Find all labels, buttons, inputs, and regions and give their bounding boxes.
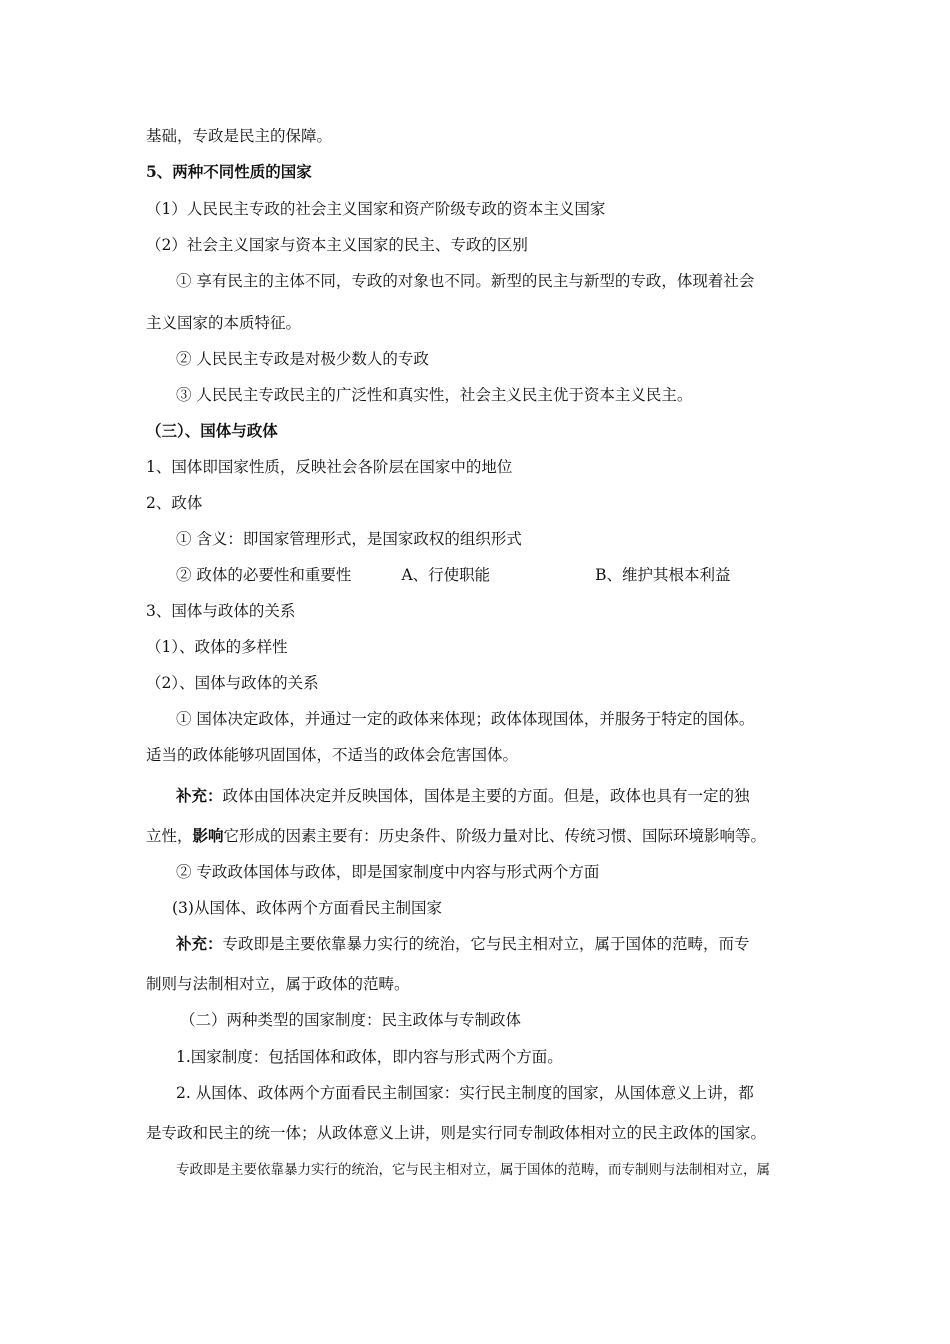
text-line: ① 享有民主的主体不同，专政的对象也不同。新型的民主与新型的专政，体现着社会 [176, 272, 755, 290]
section-heading: 5、两种不同性质的国家 [146, 162, 312, 181]
text-line: 制则与法制相对立，属于政体的范畴。 [146, 975, 410, 993]
text-segment: ② 政体的必要性和重要性 [176, 566, 352, 584]
text-line: （1）人民民主专政的社会主义国家和资产阶级专政的资本主义国家 [146, 200, 606, 218]
bold-label: 补充： [176, 934, 223, 953]
text-line: ② 人民民主专政是对极少数人的专政 [176, 350, 429, 368]
text-line: （2）社会主义国家与资本主义国家的民主、专政的区别 [146, 236, 528, 254]
bold-label: 补充： [176, 786, 223, 805]
text-line: 适当的政体能够巩固国体，不适当的政体会危害国体。 [146, 746, 519, 764]
text-segment: 政体由国体决定并反映国体，国体是主要的方面。但是，政体也具有一定的独 [222, 787, 750, 805]
text-segment: A、行使职能 [401, 566, 491, 584]
text-line: 专政即是主要依靠暴力实行的统治，它与民主相对立，属于国体的范畴，而专制则与法制相对立，属 [176, 1162, 770, 1178]
text-line [0, 826, 950, 846]
text-line: （2）、国体与政体的关系 [146, 674, 319, 692]
text-line: （二）两种类型的国家制度：民主政体与专制政体 [180, 1011, 522, 1029]
text-line [0, 934, 950, 954]
text-line: 主义国家的本质特征。 [146, 314, 302, 332]
text-line [0, 786, 950, 806]
text-line [0, 565, 950, 585]
text-line: 1.国家制度：包括国体和政体，即内容与形式两个方面。 [176, 1048, 563, 1066]
text-line: （1）、政体的多样性 [146, 638, 288, 656]
text-segment: 立性， [146, 827, 193, 845]
section-heading: （三）、国体与政体 [146, 421, 278, 440]
text-line: ③ 人民民主专政民主的广泛性和真实性，社会主义民主优于资本主义民主。 [176, 386, 693, 404]
text-line: ① 含义：即国家管理形式，是国家政权的组织形式 [176, 530, 522, 548]
text-line: 2. 从国体、政体两个方面看民主制国家：实行民主制度的国家，从国体意义上讲，都 [176, 1084, 754, 1102]
text-line: ① 国体决定政体，并通过一定的政体来体现；政体体现国体，并服务于特定的国体。 [176, 710, 755, 728]
text-segment: 它形成的因素主要有：历史条件、阶级力量对比、传统习惯、国际环境影响等。 [223, 827, 767, 845]
text-line: 2、政体 [146, 494, 203, 512]
text-line: ② 专政政体国体与政体，即是国家制度中内容与形式两个方面 [176, 863, 600, 881]
text-segment: 专政即是主要依靠暴力实行的统治，它与民主相对立，属于国体的范畴，而专 [222, 935, 750, 953]
text-line: 是专政和民主的统一体；从政体意义上讲，则是实行同专制政体相对立的民主政体的国家。 [146, 1124, 767, 1142]
text-line: 基础，专政是民主的保障。 [146, 127, 333, 145]
bold-label: 影响 [192, 826, 224, 845]
text-line: 3、国体与政体的关系 [146, 602, 296, 620]
text-segment: B、维护其根本利益 [595, 566, 731, 584]
text-line: 1、国体即国家性质，反映社会各阶层在国家中的地位 [146, 458, 513, 476]
text-line: (3)从国体、政体两个方面看民主制国家 [172, 899, 442, 917]
